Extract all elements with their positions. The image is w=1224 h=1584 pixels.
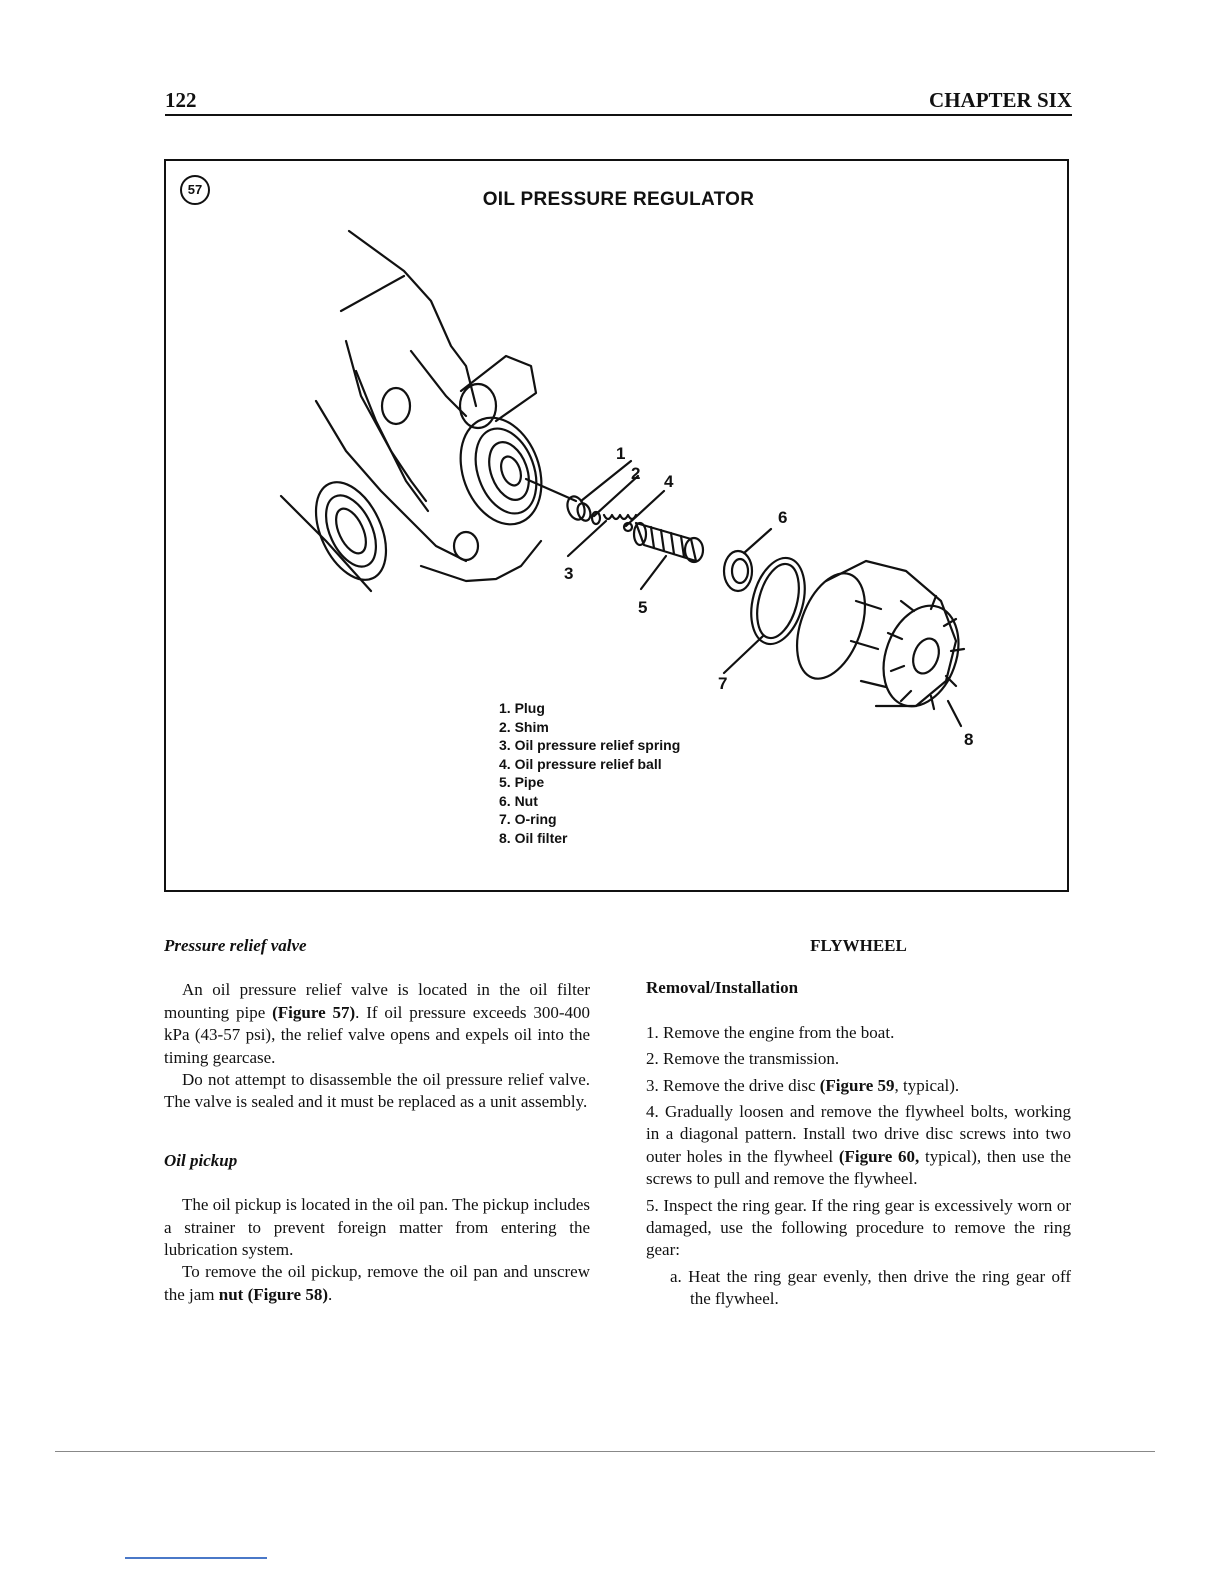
callout-5: 5 [638, 598, 648, 617]
callout-3: 3 [564, 564, 574, 583]
callout-7: 7 [718, 674, 728, 693]
paragraph: Do not attempt to disassemble the oil pressure relief valve. The valve is sealed and it must be replaced as a unit assembly. [164, 1070, 590, 1112]
legend-item: 2. Shim [499, 718, 549, 735]
legend-item: 6. Nut [499, 792, 538, 809]
step-item: 1. Remove the engine from the boat. [646, 1022, 895, 1042]
figure-title: OIL PRESSURE REGULATOR [482, 189, 755, 210]
callout-4: 4 [664, 472, 674, 491]
heading-pressure-relief-valve: Pressure relief valve [164, 936, 307, 955]
step-item: 4. Gradually loosen and remove the flywheel bolts, working in a diagonal pattern. Install two drive disc screws into two outer holes in the flywheel (Figure 60, typical), then use the screws to pull and remove the flywheel. [646, 1102, 1071, 1189]
figure-reference: (Figure 60, [838, 1146, 920, 1166]
callout-1: 1 [616, 444, 626, 463]
page-number: 122 [165, 88, 197, 112]
chapter-title: CHAPTER SIX [929, 88, 1072, 112]
scan-mark [125, 1557, 267, 1559]
callout-8: 8 [964, 730, 974, 749]
legend-item: 3. Oil pressure relief spring [499, 737, 681, 753]
legend-item: 5. Pipe [499, 774, 545, 790]
right-column [646, 935, 1071, 1311]
page-header [165, 86, 1072, 116]
step-item: 2. Remove the transmission. [646, 1049, 840, 1069]
heading-removal-installation: Removal/Installation [646, 978, 799, 998]
legend-item: 4. Oil pressure relief ball [499, 755, 662, 772]
paragraph: An oil pressure relief valve is located in the oil filter mounting pipe (Figure 57). If oil pressure exceeds 300-400 kPa (43-57 psi), the relief valve opens and expels oil into the timing gearcase. [164, 980, 590, 1067]
figure-reference: (Figure 57) [272, 1002, 356, 1022]
figure-number-badge: 57 [180, 175, 210, 205]
callout-2: 2 [631, 464, 641, 483]
paragraph: The oil pickup is located in the oil pan. The pickup includes a strainer to prevent foreign matter from entering the lubrication system. [164, 1195, 590, 1260]
figure-legend [499, 699, 680, 847]
legend-item: 7. O-ring [499, 811, 557, 827]
figure-reference: nut (Figure 58) [218, 1284, 329, 1304]
heading-oil-pickup: Oil pickup [164, 1150, 238, 1170]
step-item: 3. Remove the drive disc (Figure 59, typical). [646, 1075, 960, 1095]
step-item: 5. Inspect the ring gear. If the ring gear is excessively worn or damaged, use the following procedure to remove the ring gear: [646, 1195, 1071, 1260]
callout-6: 6 [778, 508, 788, 527]
paragraph: To remove the oil pickup, remove the oil pan and unscrew the jam nut (Figure 58). [164, 1262, 590, 1304]
legend-item: 8. Oil filter [499, 829, 568, 846]
figure-57 [164, 159, 1069, 892]
sub-step-item: a. Heat the ring gear evenly, then drive the ring gear off the flywheel. [670, 1266, 1071, 1309]
section-title-flywheel: FLYWHEEL [810, 936, 907, 955]
left-column [164, 935, 590, 1306]
bottom-rule [55, 1451, 1155, 1452]
figure-reference: (Figure 59 [819, 1075, 895, 1095]
legend-item: 1. Plug [499, 700, 545, 716]
